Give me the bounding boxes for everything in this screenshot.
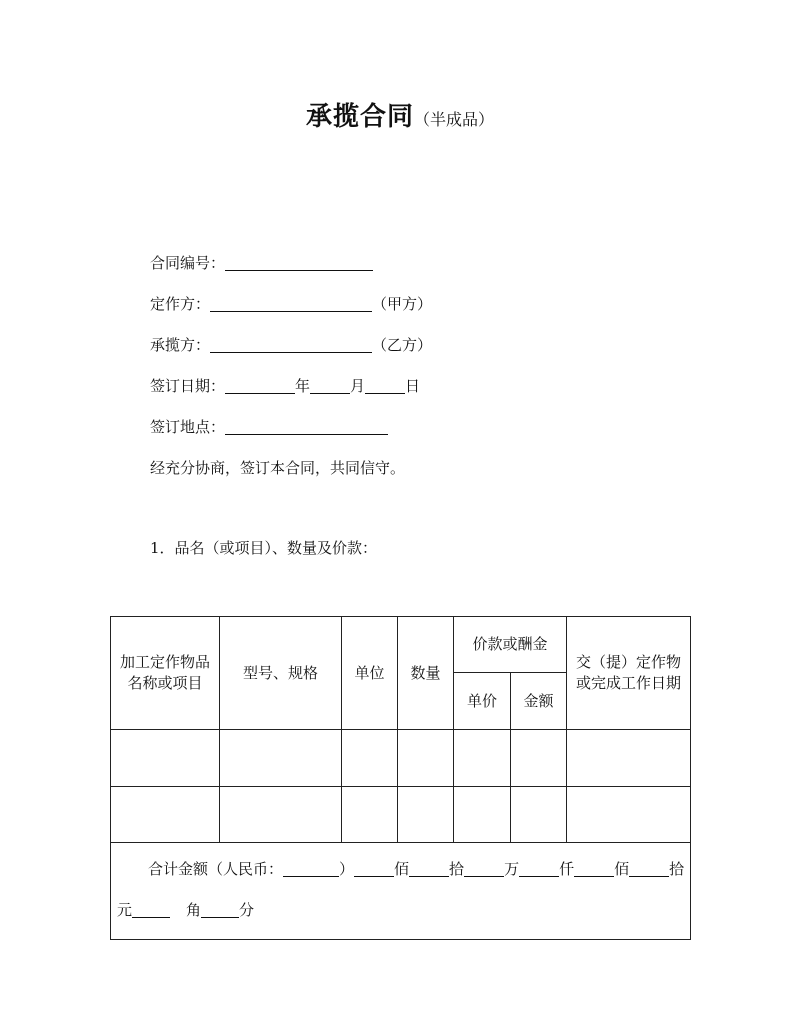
col-header-delivery: 交（提）定作物或完成工作日期 <box>567 617 691 730</box>
total-row <box>111 843 691 940</box>
jiao-label: 角 <box>186 901 202 919</box>
table-cell[interactable] <box>567 730 691 787</box>
bai-2-field[interactable] <box>574 860 614 877</box>
col-header-amount: 金额 <box>511 673 567 730</box>
table-row <box>111 730 691 787</box>
qian-label: 仟 <box>559 860 575 878</box>
title-subtitle: （半成品） <box>414 110 495 129</box>
party-a-line <box>150 293 432 314</box>
total-cell <box>111 843 691 940</box>
total-rmb-field[interactable] <box>283 860 339 877</box>
col-header-name: 加工定作物品名称或项目 <box>111 617 220 730</box>
document-title <box>0 96 800 133</box>
month-field[interactable] <box>310 377 350 394</box>
table-cell[interactable] <box>454 787 511 843</box>
shi-1-field[interactable] <box>409 860 449 877</box>
sign-place-field[interactable] <box>225 418 388 435</box>
year-field[interactable] <box>225 377 295 394</box>
shi-2-label: 拾 <box>669 860 685 878</box>
contract-number-field[interactable] <box>225 254 373 271</box>
table-cell[interactable] <box>567 787 691 843</box>
agreement-line <box>150 457 405 478</box>
shi-2-field[interactable] <box>629 860 669 877</box>
party-b-field[interactable] <box>210 336 372 353</box>
total-close-paren: ） <box>339 860 355 878</box>
table-cell[interactable] <box>454 730 511 787</box>
bai-1-label: 佰 <box>394 860 410 878</box>
sign-place-line <box>150 416 388 437</box>
party-a-field[interactable] <box>210 295 372 312</box>
col-header-model: 型号、规格 <box>220 617 342 730</box>
col-header-price-group: 价款或酬金 <box>454 617 567 673</box>
month-label: 月 <box>350 377 366 395</box>
table-cell[interactable] <box>342 787 398 843</box>
bai-2-label: 佰 <box>614 860 630 878</box>
yuan-field[interactable] <box>132 901 170 918</box>
col-header-unit: 单位 <box>342 617 398 730</box>
contract-number-label: 合同编号： <box>150 254 226 272</box>
col-header-quantity: 数量 <box>398 617 454 730</box>
sign-date-line <box>150 375 420 396</box>
table-cell[interactable] <box>111 787 220 843</box>
contract-number-line <box>150 252 373 273</box>
table-cell[interactable] <box>220 787 342 843</box>
shi-1-label: 拾 <box>449 860 465 878</box>
qian-field[interactable] <box>519 860 559 877</box>
title-main: 承揽合同 <box>305 102 414 132</box>
bai-1-field[interactable] <box>354 860 394 877</box>
table-row <box>111 787 691 843</box>
day-label: 日 <box>405 377 421 395</box>
section-1-heading: 1．品名（或项目）、数量及价款： <box>150 539 378 557</box>
sign-date-label: 签订日期： <box>150 377 226 395</box>
table-cell[interactable] <box>111 730 220 787</box>
table-cell[interactable] <box>398 787 454 843</box>
fen-label: 分 <box>239 901 255 919</box>
agreement-text: 经充分协商，签订本合同，共同信守。 <box>150 459 406 477</box>
party-b-label: 承揽方： <box>150 336 211 354</box>
total-label: 合计金额（人民币： <box>148 860 284 878</box>
jiao-field[interactable] <box>201 901 239 918</box>
party-a-suffix: （甲方） <box>372 295 433 313</box>
day-field[interactable] <box>365 377 405 394</box>
table-cell[interactable] <box>398 730 454 787</box>
items-table <box>110 616 691 940</box>
sign-place-label: 签订地点： <box>150 418 226 436</box>
wan-field[interactable] <box>464 860 504 877</box>
year-label: 年 <box>295 377 311 395</box>
wan-label: 万 <box>504 860 520 878</box>
table-header-row <box>111 617 691 673</box>
yuan-label: 元 <box>117 901 133 919</box>
total-line-2 <box>111 880 690 921</box>
col-header-unit-price: 单价 <box>454 673 511 730</box>
party-b-line <box>150 334 432 355</box>
table-cell[interactable] <box>220 730 342 787</box>
party-a-label: 定作方： <box>150 295 211 313</box>
total-line-1 <box>111 843 690 880</box>
table-cell[interactable] <box>342 730 398 787</box>
table-cell[interactable] <box>511 787 567 843</box>
party-b-suffix: （乙方） <box>372 336 433 354</box>
table-cell[interactable] <box>511 730 567 787</box>
